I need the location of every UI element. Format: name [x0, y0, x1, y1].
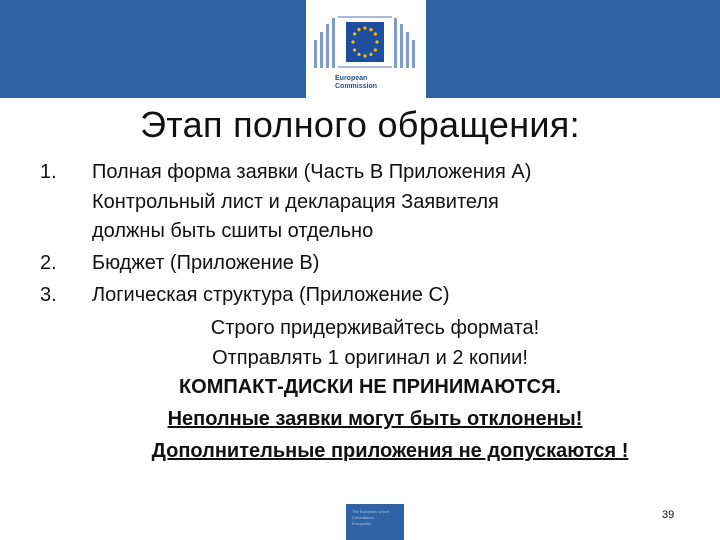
- footer-logo-line-3: EuropeAid: [352, 521, 371, 526]
- list-text: Контрольный лист и декларация Заявителя: [92, 191, 499, 213]
- footer-logo-line-1: The European Union: [352, 509, 389, 514]
- list-number: 3.: [40, 284, 57, 306]
- logo-line-1: European: [335, 75, 368, 82]
- note-copies: Отправлять 1 оригинал и 2 копии!: [212, 347, 528, 369]
- logo-line-2: Commission: [335, 83, 378, 90]
- list-text: Полная форма заявки (Часть B Приложения A): [92, 161, 532, 183]
- logo-text: [335, 75, 377, 91]
- footer-logo: [346, 504, 404, 540]
- note-no-cds: КОМПАКТ-ДИСКИ НЕ ПРИНИМАЮТСЯ.: [178, 376, 562, 398]
- list-number: 2.: [40, 252, 57, 274]
- list-number: 1.: [40, 161, 57, 183]
- list-text: Бюджет (Приложение B): [92, 252, 320, 274]
- note-format: Строго придерживайтесь формата!: [210, 317, 540, 339]
- note-incomplete: Неполные заявки могут быть отклонены!: [167, 408, 583, 430]
- note-no-annexes: Дополнительные приложения не допускаются !: [151, 440, 629, 462]
- list-text: должны быть сшиты отдельно: [92, 220, 374, 242]
- footer-logo-line-2: Commission: [352, 515, 375, 520]
- page-title: Этап полного обращения:: [140, 104, 580, 145]
- list-text: Логическая структура (Приложение C): [92, 284, 450, 306]
- page-number: 39: [662, 509, 675, 521]
- european-commission-logo: [306, 0, 426, 98]
